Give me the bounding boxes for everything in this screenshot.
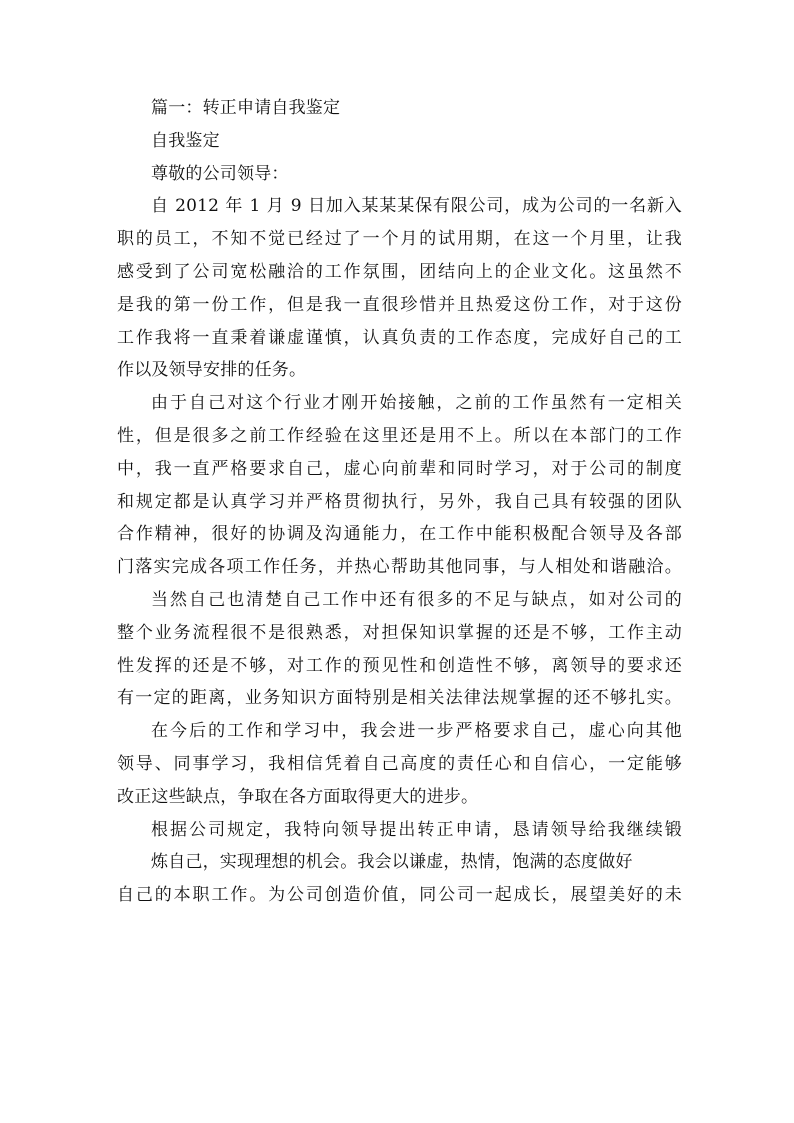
paragraph-5 (117, 814, 682, 912)
paragraph-line: 作以及领导安排的任务。 (117, 360, 307, 381)
paragraph-line: 职的员工，不知不觉已经过了一个月的试用期，在这一个月里，让我 (117, 229, 682, 250)
paragraph-line: 门落实完成各项工作任务，并热心帮助其他同事，与人相处和谐融洽。 (117, 557, 682, 578)
paragraph-line: 工作我将一直秉着谦虚谨慎，认真负责的工作态度，完成好自己的工 (117, 327, 682, 348)
paragraph-line: 自己的本职工作。为公司创造价值，同公司一起成长，展望美好的未 (117, 885, 682, 906)
paragraph-4 (117, 715, 682, 813)
paragraph-line: 是我的第一份工作，但是我一直很珍惜并且热爱这份工作，对于这份 (117, 294, 682, 315)
paragraph-line: 改正这些缺点，争取在各方面取得更大的进步。 (117, 786, 479, 807)
document-heading: 篇一：转正申请自我鉴定 (151, 98, 341, 118)
document-subheading: 自我鉴定 (151, 130, 220, 151)
paragraph-line: 性发挥的还是不够，对工作的预见性和创造性不够，离领导的要求还 (117, 655, 682, 676)
paragraph-line: 性，但是很多之前工作经验在这里还是用不上。所以在本部门的工作 (117, 425, 682, 446)
paragraph-line: 中，我一直严格要求自己，虚心向前辈和同时学习，对于公司的制度 (117, 458, 682, 479)
paragraph-line: 在今后的工作和学习中，我会进一步严格要求自己，虚心向其他 (151, 721, 682, 742)
paragraph-line: 当然自己也清楚自己工作中还有很多的不足与缺点，如对公司的 (151, 589, 682, 610)
paragraph-line: 炼自己，实现理想的机会。我会以谦虚，热情，饱满的态度做好 (151, 852, 633, 873)
paragraph-line: 有一定的距离，业务知识方面特别是相关法律法规掌握的还不够扎实。 (117, 688, 682, 709)
paragraph-1 (117, 190, 682, 387)
paragraph-line: 整个业务流程很不是很熟悉，对担保知识掌握的还是不够，工作主动 (117, 622, 682, 643)
paragraph-line: 感受到了公司宽松融洽的工作氛围，团结向上的企业文化。这虽然不 (117, 261, 682, 282)
paragraph-3 (117, 584, 682, 715)
document-body (117, 92, 682, 912)
paragraph-line: 和规定都是认真学习并严格贯彻执行，另外，我自己具有较强的团队 (117, 491, 682, 512)
paragraph-line: 由于自己对这个行业才刚开始接触，之前的工作虽然有一定相关 (151, 393, 682, 414)
salutation: 尊敬的公司领导： (151, 163, 289, 184)
paragraph-line: 自 2012 年 1 月 9 日加入某某某保有限公司，成为公司的一名新入 (151, 196, 682, 217)
paragraph-line: 合作精神，很好的协调及沟通能力，在工作中能积极配合领导及各部 (117, 524, 682, 545)
paragraph-2 (117, 387, 682, 584)
paragraph-line: 根据公司规定，我特向领导提出转正申请，恳请领导给我继续锻 (151, 819, 682, 840)
paragraph-line: 领导、同事学习，我相信凭着自己高度的责任心和自信心，一定能够 (117, 753, 682, 774)
